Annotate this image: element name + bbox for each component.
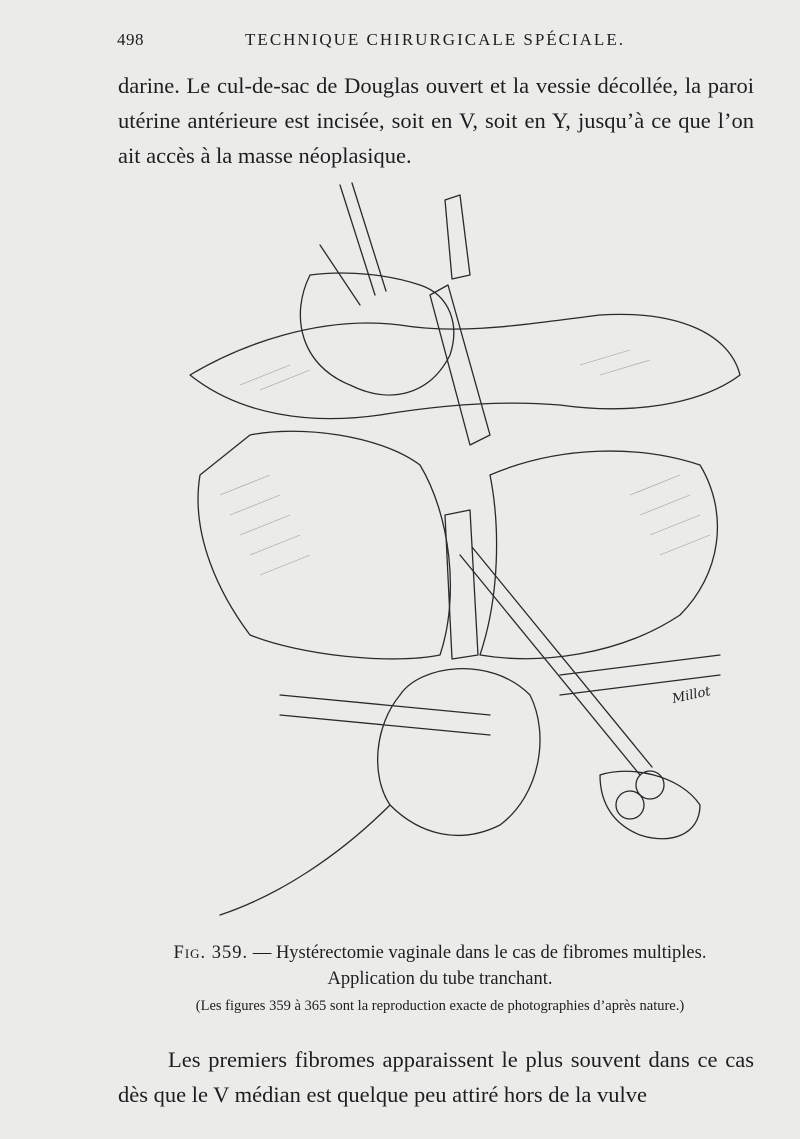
- bottom-paragraph: [118, 1042, 754, 1112]
- left-drape: [198, 431, 450, 659]
- surgical-illustration-drawing: [160, 175, 760, 935]
- artist-signature: Millot: [670, 684, 712, 707]
- lower-arm: [220, 805, 390, 915]
- left-hand: [300, 273, 453, 395]
- surgical-illustration: [160, 175, 760, 935]
- figure-caption-line1: [80, 940, 800, 966]
- figure-caption: [0, 940, 800, 992]
- speculum-blade: [445, 195, 470, 279]
- lower-hand: [378, 669, 540, 836]
- figure-caption-title: — Hystérectomie vaginale dans le cas de fibromes multiples.: [252, 943, 707, 963]
- right-hand: [600, 771, 700, 839]
- top-paragraph: [118, 68, 754, 173]
- bottom-paragraph-text: Les premiers fibromes apparaissent le plus souvent dans ce cas dès que le V médian est quelque peu attiré hors de la vulve: [118, 1047, 754, 1107]
- running-header: TECHNIQUE CHIRURGICALE SPÉCIALE.: [245, 30, 625, 49]
- figure-source-note: (Les figures 359 à 365 sont la reproduction exacte de photographies d’après nature.): [195, 998, 685, 1014]
- forceps: [460, 547, 652, 775]
- table-strap: [280, 655, 720, 735]
- page-number: 498: [117, 30, 144, 49]
- top-paragraph-text: darine. Le cul-de-sac de Douglas ouvert et la vessie décollée, la paroi utérine antérieure est incisée, soit en V, soit en Y, jusqu’à ce que l’on ait accès à la masse néoplasique.: [118, 73, 754, 168]
- figure-number: Fig. 359.: [173, 943, 249, 963]
- figure-caption-line2: Application du tube tranchant.: [327, 969, 553, 989]
- upper-drape: [190, 314, 740, 418]
- right-drape: [480, 451, 717, 659]
